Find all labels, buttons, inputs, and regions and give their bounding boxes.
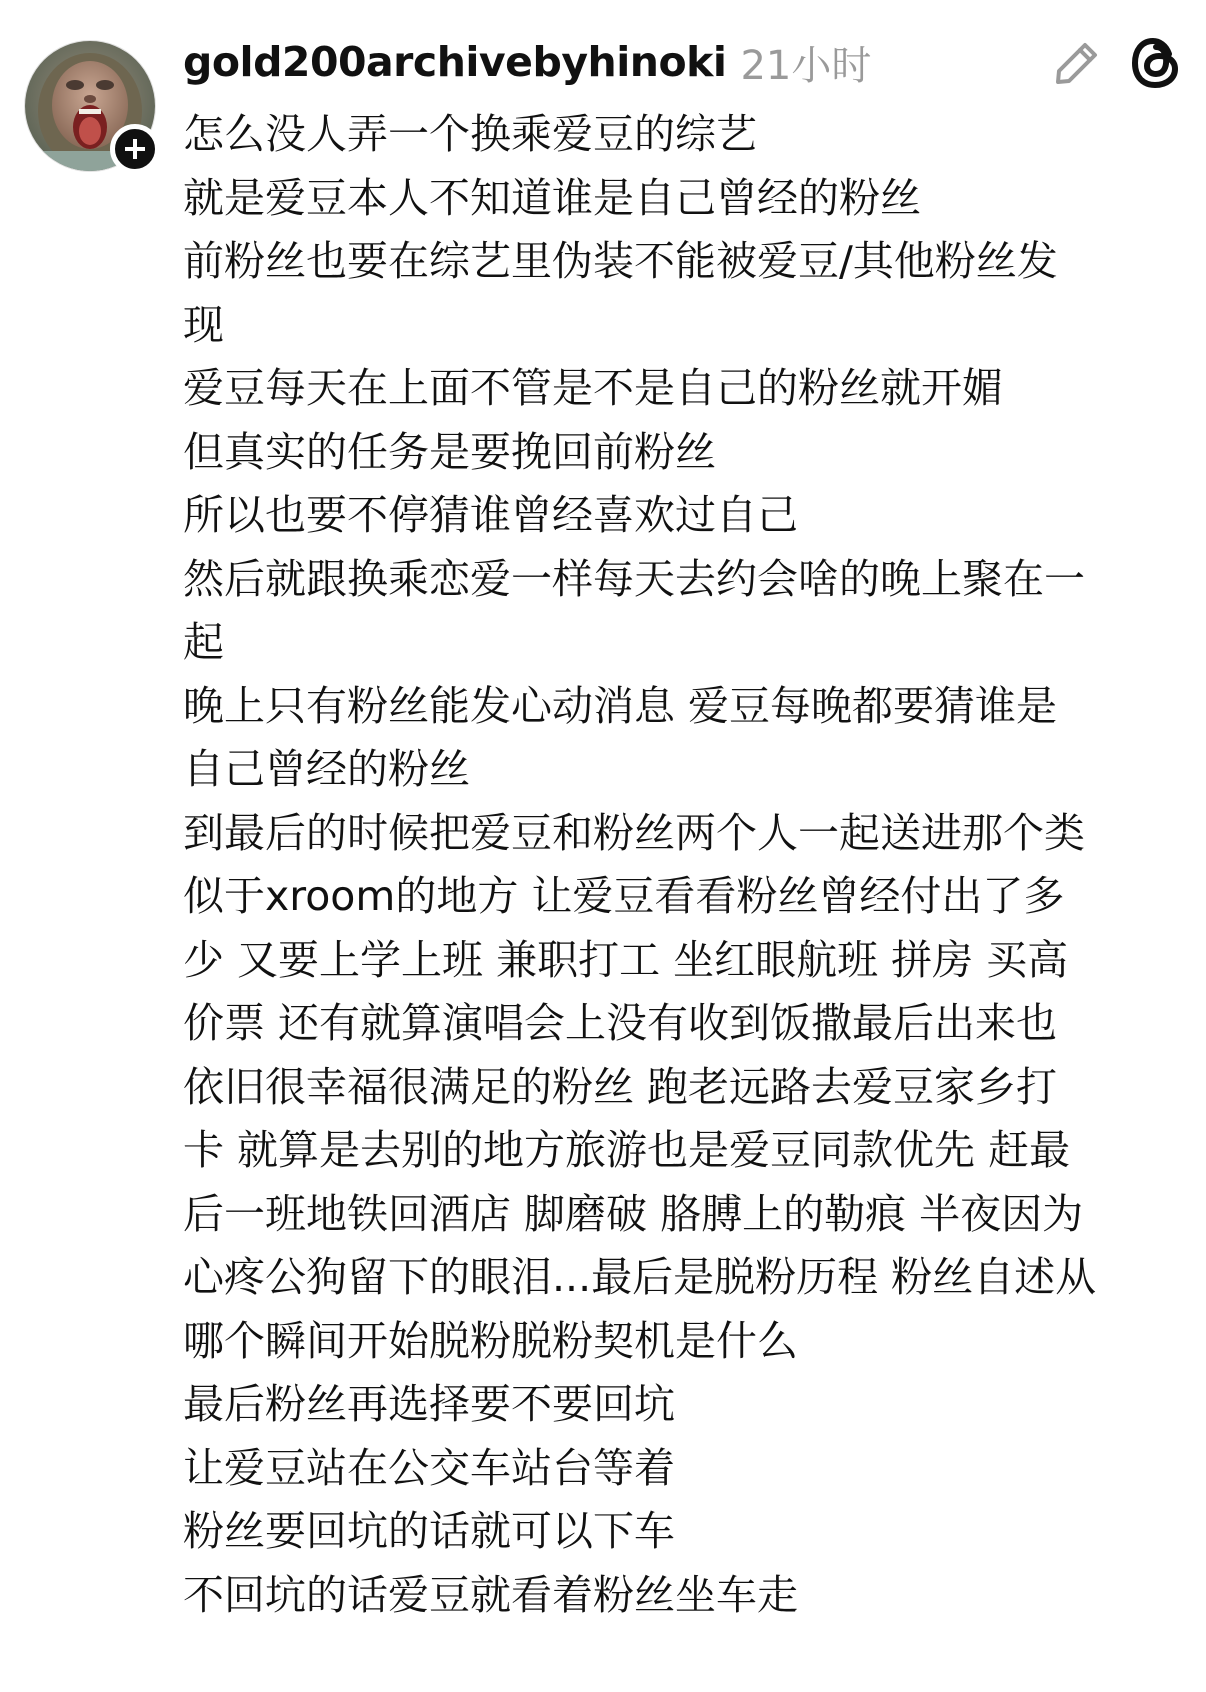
post-text-line: 粉丝要回坑的话就可以下车 <box>183 1507 675 1555</box>
post-text-line: 不回坑的话爱豆就看着粉丝坐车走 <box>183 1570 798 1619</box>
threads-logo-button[interactable] <box>1128 33 1184 93</box>
post-text-line: 然后就跟换乘恋爱一样每天去约会啥的晚上聚在一 <box>183 554 1085 603</box>
post-text-line: 让爱豆站在公交车站台等着 <box>183 1443 675 1492</box>
post-body <box>183 103 1183 1627</box>
post-text-line: 到最后的时候把爱豆和粉丝两个人一起送进那个类 <box>183 808 1085 857</box>
post-text-line: 怎么没人弄一个换乘爱豆的综艺 <box>183 110 757 158</box>
post-text-line: 所以也要不停猜谁曾经喜欢过自己 <box>183 491 798 539</box>
post-header <box>183 30 871 94</box>
post-text-line: 最后粉丝再选择要不要回坑 <box>183 1380 675 1428</box>
post-text-line: 依旧很幸福很满足的粉丝 跑老远路去爱豆家乡打 <box>183 1062 1058 1111</box>
post-text-line: 晚上只有粉丝能发心动消息 爱豆每晚都要猜谁是 <box>183 681 1058 730</box>
threads-logo-icon <box>1128 33 1184 93</box>
post-text-line: 价票 还有就算演唱会上没有收到饭撒最后出来也 <box>183 999 1058 1047</box>
pencil-icon <box>1052 38 1102 88</box>
post-text-line: 少 又要上学上班 兼职打工 坐红眼航班 拼房 买高 <box>183 935 1069 984</box>
post-text-line: 后一班地铁回酒店 脚磨破 胳膊上的勒痕 半夜因为 <box>183 1189 1084 1238</box>
post-text-line: 哪个瞬间开始脱粉脱粉契机是什么 <box>183 1316 798 1365</box>
post-text-line: 卡 就算是去别的地方旅游也是爱豆同款优先 赶最 <box>183 1126 1071 1174</box>
edit-button[interactable] <box>1052 38 1102 88</box>
post-text-line: 似于xroom的地方 让爱豆看看粉丝曾经付出了多 <box>183 872 1065 920</box>
plus-icon <box>123 137 147 161</box>
avatar-container[interactable] <box>24 40 158 174</box>
post-text-line: 就是爱豆本人不知道谁是自己曾经的粉丝 <box>183 173 921 222</box>
post-text-line: 心疼公狗留下的眼泪...最后是脱粉历程 粉丝自述从 <box>183 1253 1097 1301</box>
post-text-line: 爱豆每天在上面不管是不是自己的粉丝就开媚 <box>183 364 1003 412</box>
post-text-line: 但真实的任务是要挽回前粉丝 <box>183 427 716 476</box>
post-text-line: 自己曾经的粉丝 <box>183 745 470 793</box>
post-text-line: 现 <box>183 300 224 349</box>
follow-button[interactable] <box>110 124 160 174</box>
post-text-line: 起 <box>183 618 224 666</box>
timestamp: 21小时 <box>740 42 872 89</box>
username[interactable]: gold200archivebyhinoki <box>183 38 727 86</box>
post-text-line: 前粉丝也要在综艺里伪装不能被爱豆/其他粉丝发 <box>183 237 1058 285</box>
